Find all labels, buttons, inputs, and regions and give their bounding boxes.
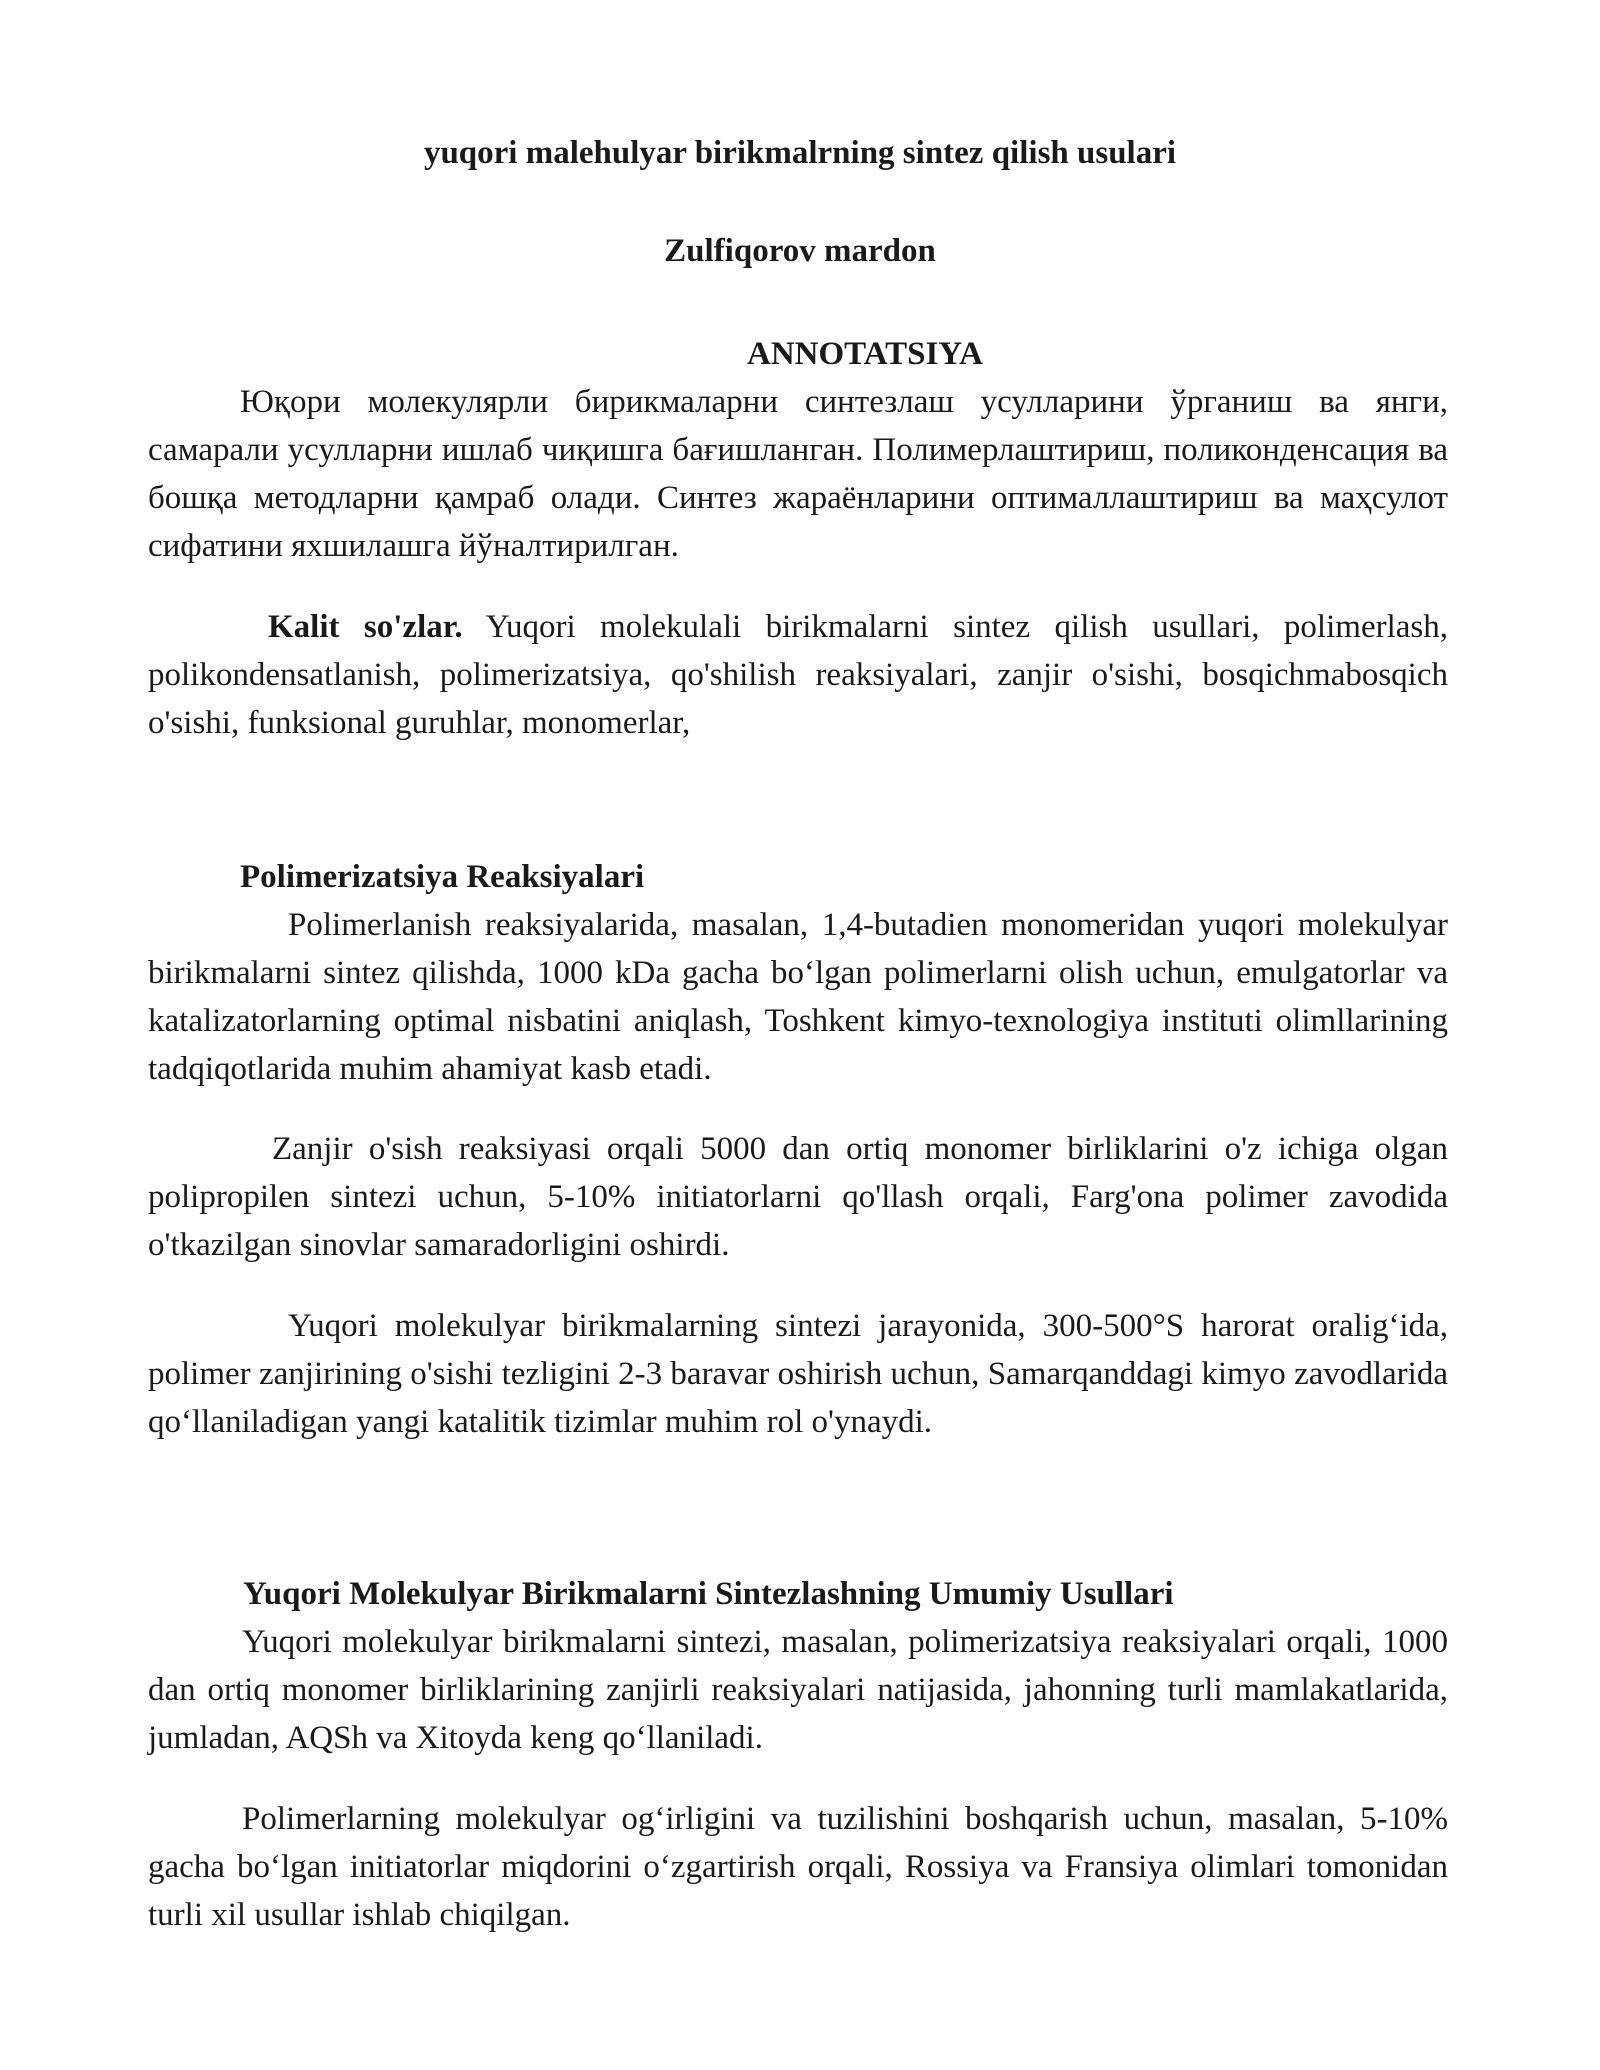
keywords-block [148, 603, 1448, 747]
paragraph: Zanjir o'sish reaksiyasi orqali 5000 dan ortiq monomer birliklarini o'z ichiga olgan polipropilen sintezi uchun, 5-10% initiatorlarni qo'llash orqali, Farg'ona polimer zavodida o'tkazilgan sinovlar samaradorligini oshirdi. [148, 1131, 1448, 1263]
section2-paragraph-1 [148, 1618, 1448, 1762]
document-title: yuqori malehulyar birikmalrning sintez qilish usulari [423, 135, 1177, 171]
paragraph: Polimerlarning molekulyar ogʻirligini va tuzilishini boshqarish uchun, masalan, 5-10% gacha boʻlgan initiatorlar miqdorini oʻzgartirish orqali, Rossiya va Fransiya olimlari tomonidan turli xil usullar ishlab chiqilgan. [148, 1801, 1448, 1933]
section-heading-polimerizatsiya: Polimerizatsiya Reaksiyalari [240, 859, 645, 895]
section2-paragraph-2 [148, 1795, 1448, 1939]
keywords-text: Yuqori molekulali birikmalarni sintez qilish usullari, polimerlash, polikondensatlanish, polimerizatsiya, qo'shilish reaksiyalari, zanjir o'sishi, bosqichmabosqich o'sishi, funksional guruhlar, monomerlar, [148, 609, 1448, 741]
paragraph: Polimerlanish reaksiyalarida, masalan, 1,4-butadien monomeridan yuqori molekulyar birikmalarni sintez qilishda, 1000 kDa gacha boʻlgan polimerlarni olish uchun, emulgatorlar va katalizatorlarning optimal nisbatini aniqlash, Toshkent kimyo-texnologiya instituti olimllarining tadqiqotlarida muhim ahamiyat kasb etadi. [148, 907, 1448, 1087]
section1-paragraph-1 [148, 901, 1448, 1093]
annotation-paragraph: Юқори молекулярли бирикмаларни синтезлаш усулларини ўрганиш ва янги, самарали усулларни ишлаб чиқишга бағишланган. Полимерлаштириш, поликонденсация ва бошқа методларни қамраб олади. Синтез жараёнларини оптималлаштириш ва маҳсулот сифатини яхшилашга йўналтирилган. [148, 384, 1448, 564]
annotation-block [148, 378, 1448, 570]
keywords-paragraph [148, 603, 1448, 747]
keywords-label: Kalit so'zlar. [268, 609, 463, 645]
section1-paragraph-3 [148, 1302, 1448, 1446]
author-name: Zulfiqorov mardon [664, 233, 936, 269]
section1-paragraph-2 [148, 1125, 1448, 1269]
paragraph: Yuqori molekulyar birikmalarni sintezi, masalan, polimerizatsiya reaksiyalari orqali, 1000 dan ortiq monomer birliklarining zanjirli reaksiyalari natijasida, jahonning turli mamlakatlarida, jumladan, AQSh va Xitoyda keng qoʻllaniladi. [148, 1624, 1448, 1756]
section-heading-umumiy-usullar: Yuqori Molekulyar Birikmalarni Sintezlashning Umumiy Usullari [243, 1576, 1174, 1612]
annotation-heading: ANNOTATSIYA [747, 336, 983, 372]
paragraph: Yuqori molekulyar birikmalarning sintezi jarayonida, 300-500°S harorat oraligʻida, polimer zanjirining o'sishi tezligini 2-3 baravar oshirish uchun, Samarqanddagi kimyo zavodlarida qoʻllaniladigan yangi katalitik tizimlar muhim rol o'ynaydi. [148, 1308, 1448, 1440]
